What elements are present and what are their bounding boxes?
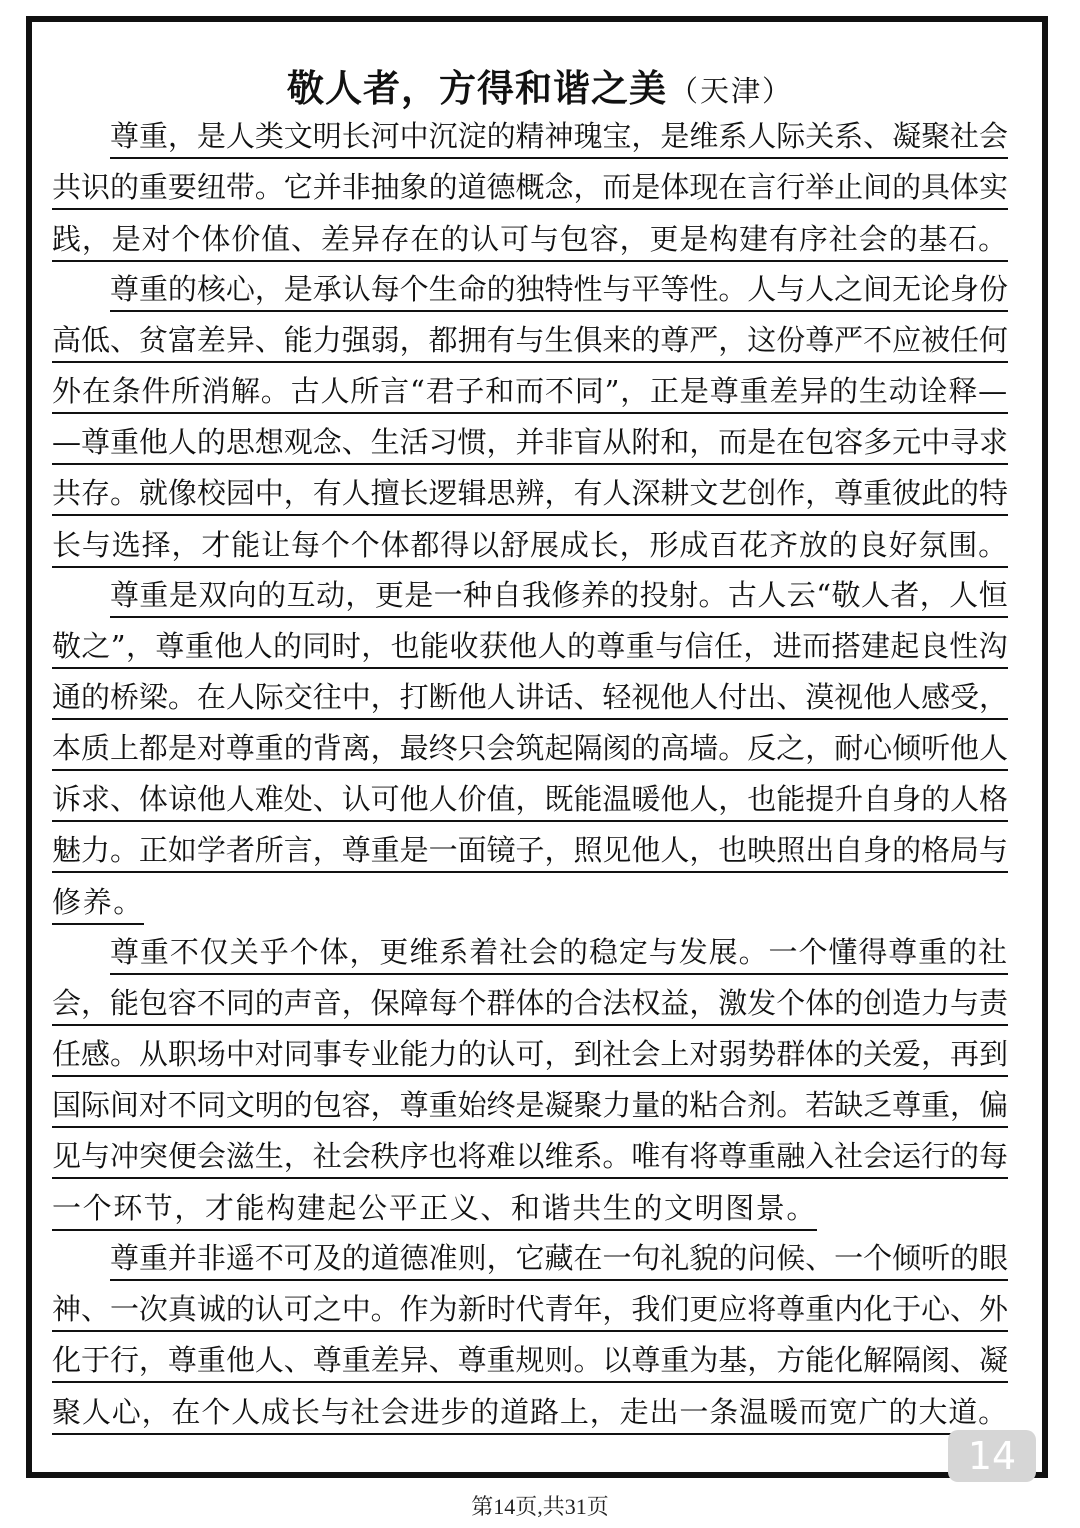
essay-line-text: 高低、贫富差异、能力强弱，都拥有与生俱来的尊严，这份尊严不应被任何: [52, 319, 1008, 363]
essay-line: [52, 625, 1008, 676]
essay-line: [52, 1033, 1008, 1084]
essay-line-text: 尊重不仅关乎个体，更维系着社会的稳定与发展。一个懂得尊重的社: [110, 931, 1008, 975]
essay-line: [52, 1237, 1008, 1288]
essay-line: [52, 829, 1008, 880]
essay-paragraph: [52, 115, 1008, 268]
essay-line: [52, 1288, 1008, 1339]
essay-line-text: 共识的重要纽带。它并非抽象的道德概念，而是体现在言行举止间的具体实: [52, 166, 1008, 210]
essay-line-text: 尊重，是人类文明长河中沉淀的精神瑰宝，是维系人际关系、凝聚社会: [110, 115, 1008, 159]
essay-line: [52, 421, 1008, 472]
essay-line-text: 本质上都是对尊重的背离，最终只会筑起隔阂的高墙。反之，耐心倾听他人: [52, 727, 1008, 771]
essay-paragraph: [52, 574, 1008, 931]
essay-line-text: 践，是对个体价值、差异存在的认可与包容，更是构建有序社会的基石。: [52, 218, 1008, 262]
essay-line: [52, 1186, 1008, 1237]
essay-line-text: 共存。就像校园中，有人擅长逻辑思辨，有人深耕文艺创作，尊重彼此的特: [52, 472, 1008, 516]
essay-line-text: 外在条件所消解。古人所言“君子和而不同”，正是尊重差异的生动诠释—: [52, 370, 1008, 414]
essay-line: [52, 217, 1008, 268]
essay-line: [52, 1135, 1008, 1186]
essay-line-text: 见与冲突便会滋生，社会秩序也将难以维系。唯有将尊重融入社会运行的每: [52, 1135, 1008, 1179]
essay-paragraph: [52, 1237, 1008, 1441]
essay-line: [52, 880, 1008, 931]
essay-line: [52, 319, 1008, 370]
essay-body: [52, 115, 1008, 1441]
essay-region: （天津）: [668, 74, 793, 108]
page-number-badge: 14: [948, 1430, 1036, 1482]
essay-line: [52, 268, 1008, 319]
essay-line-text: 尊重是双向的互动，更是一种自我修养的投射。古人云“敬人者，人恒: [110, 574, 1008, 618]
essay-line-text: 敬之”，尊重他人的同时，也能收获他人的尊重与信任，进而搭建起良性沟: [52, 625, 1008, 669]
essay-line-text: 修养。: [52, 881, 144, 925]
essay-paragraph: [52, 931, 1008, 1237]
essay-line-text: 诉求、体谅他人难处、认可他人价值，既能温暖他人，也能提升自身的人格: [52, 778, 1008, 822]
essay-line: [52, 727, 1008, 778]
essay-title-row: [0, 58, 1080, 112]
essay-line: [52, 778, 1008, 829]
essay-line-text: 会，能包容不同的声音，保障每个群体的合法权益，激发个体的创造力与责: [52, 982, 1008, 1026]
essay-line: [52, 523, 1008, 574]
essay-line: [52, 1084, 1008, 1135]
essay-line-text: 神、一次真诚的认可之中。作为新时代青年，我们更应将尊重内化于心、外: [52, 1288, 1008, 1332]
essay-line: [52, 982, 1008, 1033]
essay-line: [52, 676, 1008, 727]
essay-line-text: 魅力。正如学者所言，尊重是一面镜子，照见他人，也映照出自身的格局与: [52, 829, 1008, 873]
essay-line-text: 化于行，尊重他人、尊重差异、尊重规则。以尊重为基，方能化解隔阂、凝: [52, 1339, 1008, 1383]
essay-line-text: 国际间对不同文明的包容，尊重始终是凝聚力量的粘合剂。若缺乏尊重，偏: [52, 1084, 1008, 1128]
essay-line: [52, 370, 1008, 421]
essay-line-text: —尊重他人的思想观念、生活习惯，并非盲从附和，而是在包容多元中寻求: [52, 421, 1008, 465]
essay-line: [52, 574, 1008, 625]
essay-line-text: 通的桥梁。在人际交往中，打断他人讲话、轻视他人付出、漠视他人感受，: [52, 676, 1008, 720]
essay-line-text: 尊重并非遥不可及的道德准则，它藏在一句礼貌的问候、一个倾听的眼: [110, 1237, 1008, 1281]
essay-line-text: 一个环节，才能构建起公平正义、和谐共生的文明图景。: [52, 1187, 817, 1231]
essay-line: [52, 166, 1008, 217]
essay-line: [52, 1339, 1008, 1390]
essay-line: [52, 472, 1008, 523]
essay-paragraph: [52, 268, 1008, 574]
essay-line-text: 长与选择，才能让每个个体都得以舒展成长，形成百花齐放的良好氛围。: [52, 524, 1008, 568]
essay-line: [52, 115, 1008, 166]
essay-line: [52, 1390, 1008, 1441]
essay-title: 敬人者，方得和谐之美: [286, 67, 667, 110]
essay-line: [52, 931, 1008, 982]
page-footer: 第14页,共31页: [471, 1494, 609, 1519]
essay-line-text: 尊重的核心，是承认每个生命的独特性与平等性。人与人之间无论身份: [110, 268, 1008, 312]
essay-line-text: 任感。从职场中对同事专业能力的认可，到社会上对弱势群体的关爱，再到: [52, 1033, 1008, 1077]
essay-line-text: 聚人心，在个人成长与社会进步的道路上，走出一条温暖而宽广的大道。: [52, 1391, 1008, 1435]
